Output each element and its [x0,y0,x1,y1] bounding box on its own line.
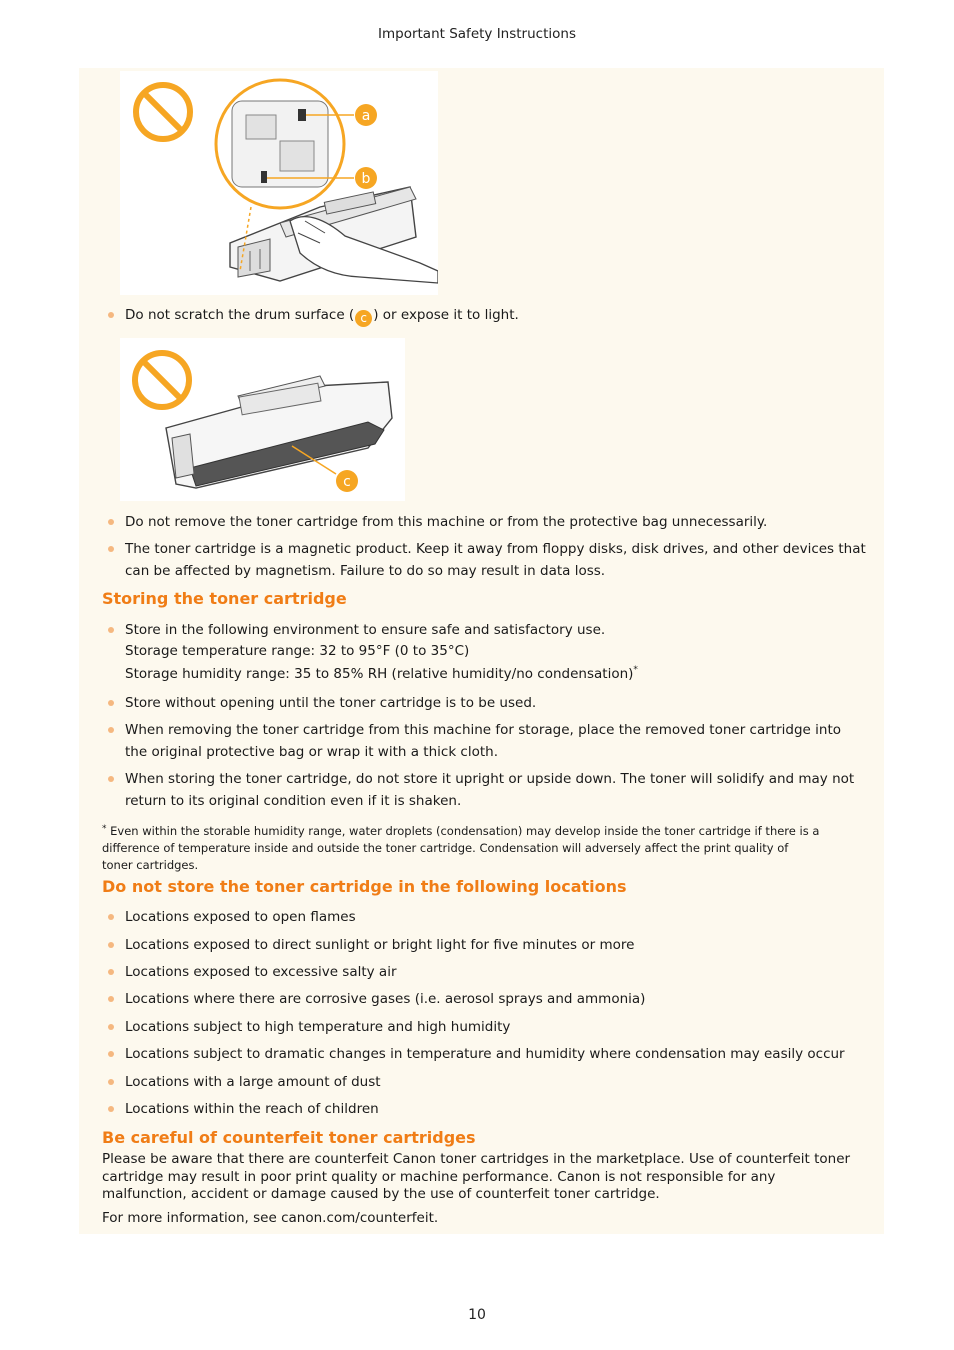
counterfeit-more-info: For more information, see canon.com/counterfeit. [102,1210,439,1226]
cartridge-contacts-illustration [120,71,438,295]
drum-surface-illustration [120,338,405,501]
heading-locations: Do not store the toner cartridge in the following locations [102,877,627,896]
caution-panel [79,68,884,1234]
drum-text-after: ) or expose it to light. [373,307,519,323]
bullet-protective-bag: When removing the toner cartridge from this machine for storage, place the removed toner cartridge into the original protective bag or wrap it with a thick cloth. [102,719,841,763]
prohibition-icon [136,85,190,139]
heading-counterfeit: Be careful of counterfeit toner cartridges [102,1128,476,1147]
list-item: Locations exposed to open flames [102,906,356,928]
drum-text-before: Do not scratch the drum surface ( [125,307,355,323]
figure-drum-surface [120,338,405,501]
callout-c-label: c [343,474,351,490]
bullet-drum-surface [102,304,519,327]
figure-cartridge-contacts [120,71,438,295]
list-item: Locations subject to dramatic changes in temperature and humidity where condensation may easily occur [102,1043,845,1065]
callout-c-inline: c [355,310,372,327]
footnote-condensation: * Even within the storable humidity range, water droplets (condensation) may develop inside the toner cartridge if there is a difference of temperature inside and outside the toner cartridge. Condensation will adversely affect the print quality of toner cartridges. [102,824,820,872]
list-item: Locations exposed to direct sunlight or bright light for five minutes or more [102,934,634,956]
callout-a-label: a [361,108,371,124]
heading-storing: Storing the toner cartridge [102,589,347,608]
list-item: Locations within the reach of children [102,1098,379,1120]
list-item: Locations with a large amount of dust [102,1071,381,1093]
bullet-storage-environment: Store in the following environment to ensure safe and satisfactory use. Storage temperature range: 32 to 95°F (0 to 35°C) Storage humidity range: 35 to 85% RH (relative humidity/no condensation)* [102,619,638,687]
prohibition-icon [135,353,189,407]
running-header: Important Safety Instructions [378,26,576,42]
list-item: Locations where there are corrosive gases (i.e. aerosol sprays and ammonia) [102,988,645,1010]
footnote-marker: * [633,665,638,675]
bullet-do-not-store-upright: When storing the toner cartridge, do not store it upright or upside down. The toner will solidify and may not return to its original condition even if it is shaken. [102,768,854,812]
list-item: Locations subject to high temperature and high humidity [102,1016,510,1038]
list-item: Locations exposed to excessive salty air [102,961,397,983]
bullet-dot [108,312,114,318]
toner-cartridge-drawing [166,376,392,488]
bullet-do-not-remove: Do not remove the toner cartridge from this machine or from the protective bag unnecessarily. [102,511,767,533]
page-number: 10 [468,1307,486,1323]
callout-b-label: b [361,171,371,187]
bullet-magnetic-product: The toner cartridge is a magnetic product. Keep it away from floppy disks, disk drives, and other devices that can be affected by magnetism. Failure to do so may result in data loss. [102,538,866,582]
bullet-store-unopened: Store without opening until the toner cartridge is to be used. [102,692,536,714]
counterfeit-paragraph: Please be aware that there are counterfeit Canon toner cartridges in the marketplace. Use of counterfeit toner cartridge may result in poor print quality or machine performance. Canon is not responsible for any malfunction, accident or damage caused by the use of counterfeit toner cartridge. [102,1151,851,1202]
